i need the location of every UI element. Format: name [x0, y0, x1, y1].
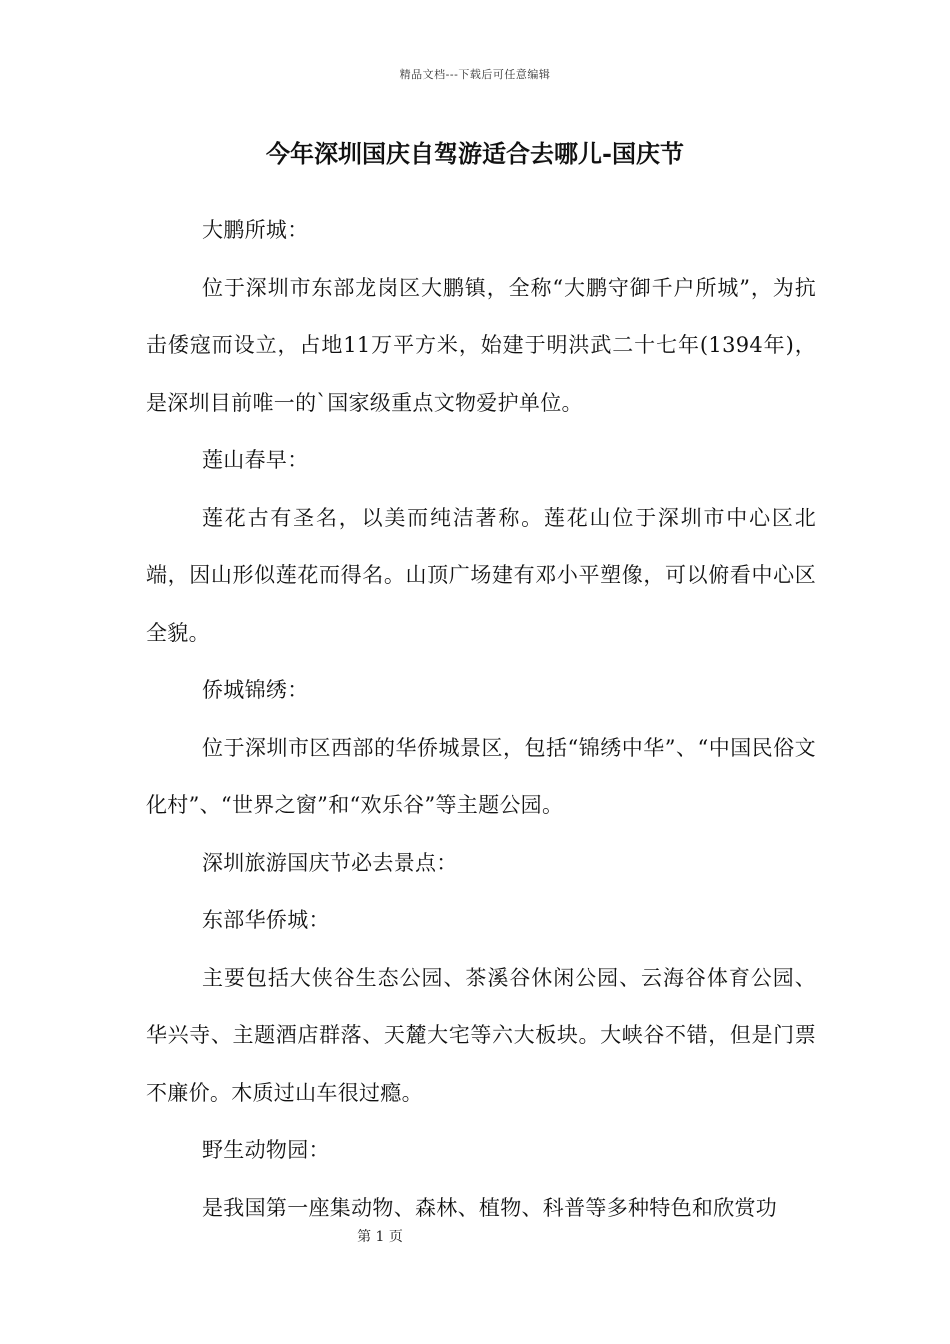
section-heading-must-visit: 深圳旅游国庆节必去景点： — [202, 850, 458, 875]
page-number: 第 1 页 — [357, 1229, 403, 1245]
paragraph-wildlife-park: 是我国第一座集动物、森林、植物、科普等多种特色和欣赏功 — [202, 1195, 778, 1220]
paragraph-lianshan: 莲花古有圣名，以美而纯洁著称。莲花山位于深圳市中心区北端，因山形似莲花而得名。山顶广场建有邓小平塑像，可以俯看中心区全貌。 — [146, 505, 816, 645]
section-heading-wildlife-park: 野生动物园： — [202, 1138, 330, 1162]
paragraph-dapeng: 位于深圳市东部龙岗区大鹏镇，全称“大鹏守御千户所城”，为抗击倭寇而设立，占地11万平方米，始建于明洪武二十七年(1394年)，是深圳目前唯一的`国家级重点文物爱护单位。 — [146, 275, 816, 415]
page-header-note: 精品文档---下载后可任意编辑 — [399, 68, 551, 81]
document-title: 今年深圳国庆自驾游适合去哪儿-国庆节 — [266, 139, 684, 168]
section-heading-east-oct: 东部华侨城： — [202, 908, 330, 932]
section-heading-dapeng: 大鹏所城： — [202, 218, 309, 242]
paragraph-east-oct: 主要包括大侠谷生态公园、茶溪谷休闲公园、云海谷体育公园、华兴寺、主题酒店群落、天麓大宅等六大板块。大峡谷不错，但是门票不廉价。木质过山车很过瘾。 — [146, 965, 816, 1105]
section-heading-lianshan: 莲山春早： — [202, 448, 309, 472]
document-body — [146, 202, 816, 1237]
section-heading-qiaocheng: 侨城锦绣： — [202, 678, 309, 702]
paragraph-qiaocheng: 位于深圳市区西部的华侨城景区，包括“锦绣中华”、“中国民俗文化村”、“世界之窗”和“欢乐谷”等主题公园。 — [146, 735, 816, 817]
